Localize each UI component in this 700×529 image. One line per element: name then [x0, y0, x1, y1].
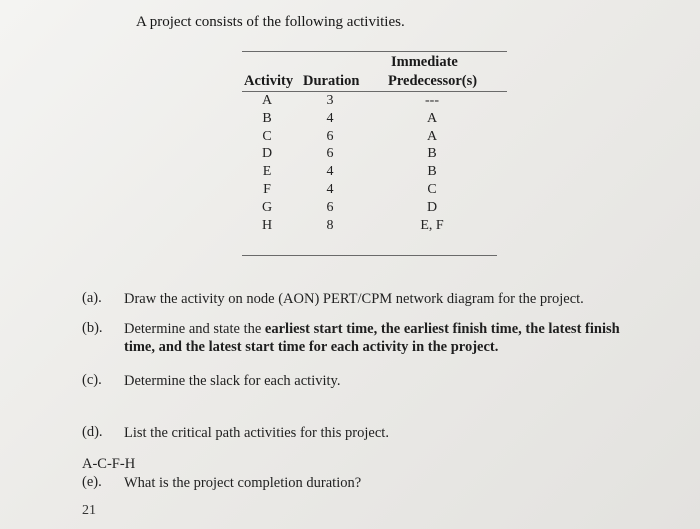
cell-activity: G [261, 199, 273, 215]
cell-predecessor: A [426, 110, 438, 126]
question-c-label: (c). [82, 372, 102, 388]
cell-activity: D [261, 146, 273, 162]
cell-duration: 4 [326, 182, 334, 197]
header-predecessor-line1: Immediate [391, 54, 458, 70]
cell-predecessor: D [426, 199, 438, 215]
cell-duration: 6 [326, 128, 334, 144]
answer-critical-path: A-C-F-H [82, 456, 136, 472]
cell-activity: E [262, 164, 272, 180]
question-d-label: (d). [82, 424, 103, 440]
cell-predecessor: B [427, 164, 437, 180]
intro-text: A project consists of the following activities. [136, 14, 405, 30]
cell-predecessor: A [426, 128, 438, 144]
question-b-text [124, 320, 654, 356]
cell-predecessor: --- [425, 93, 439, 108]
question-a-label: (a). [82, 290, 102, 306]
cell-activity: F [263, 182, 271, 197]
cell-activity: B [262, 110, 272, 126]
question-c-text: Determine the slack for each activity. [124, 373, 341, 389]
cell-predecessor: C [427, 182, 437, 197]
cell-duration: 4 [326, 164, 334, 180]
cell-predecessor: E, F [420, 217, 444, 233]
cell-duration: 3 [326, 93, 334, 108]
cell-duration: 6 [326, 146, 334, 162]
question-e-text: What is the project completion duration? [124, 475, 362, 491]
header-activity: Activity [244, 73, 294, 89]
question-e-label: (e). [82, 474, 102, 490]
cell-duration: 4 [326, 110, 334, 126]
table-top-rule [242, 51, 507, 52]
question-d-text: List the critical path activities for this project. [124, 425, 389, 441]
question-b-label: (b). [82, 320, 103, 336]
table-bottom-rule [242, 255, 497, 256]
cell-activity: A [261, 93, 273, 108]
cell-duration: 8 [326, 217, 334, 233]
page-number: 21 [82, 503, 96, 518]
cell-activity: H [261, 217, 273, 233]
header-duration: Duration [303, 73, 360, 89]
cell-duration: 6 [326, 199, 334, 215]
header-predecessor-line2: Predecessor(s) [388, 73, 478, 89]
question-a-text: Draw the activity on node (AON) PERT/CPM network diagram for the project. [124, 291, 584, 307]
cell-predecessor: B [427, 146, 437, 162]
question-b-plain: Determine and state the [124, 321, 265, 337]
cell-activity: C [262, 128, 272, 144]
question-b-bold-2: time, and the latest start time for each activity in the project. [124, 339, 499, 355]
question-b-bold-1: earliest start time, the earliest finish time, the latest finish [264, 321, 620, 337]
